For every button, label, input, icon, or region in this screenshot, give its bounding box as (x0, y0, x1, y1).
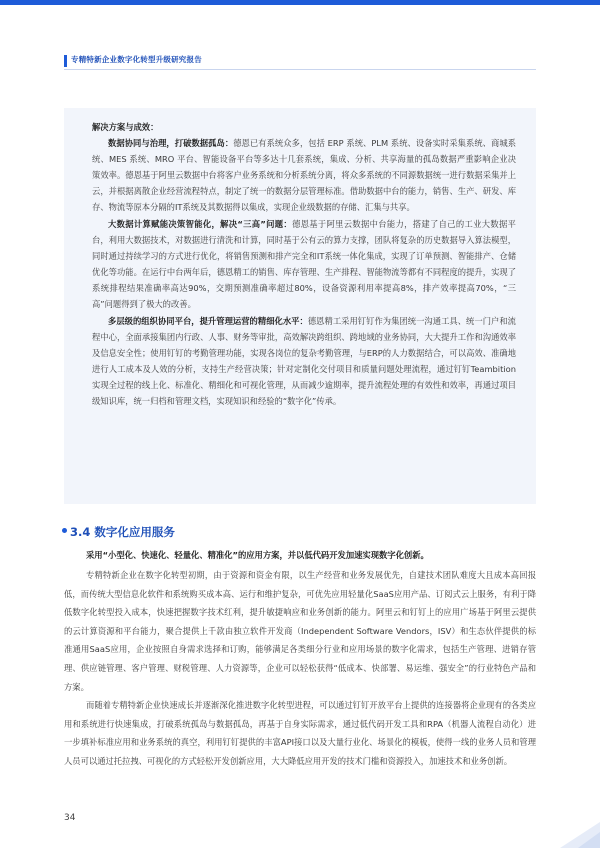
paragraph-1-lead: 数据协同与治理，打破数据孤岛： (108, 138, 234, 149)
section-lead: 采用“小型化、快速化、轻量化、精准化”的应用方案，并以低代码开发加速实现数字化创新。 (86, 550, 429, 560)
corner-decoration-icon (540, 822, 600, 848)
header-accent-mark (64, 55, 67, 67)
section-heading: 3.4 数字化应用服务 (62, 524, 175, 540)
page-number: 34 (64, 813, 76, 823)
header-divider (64, 69, 536, 70)
section-paragraph-1: 专精特新企业在数字化转型初期，由于资源和资金有限，以生产经营和业务发展优先，自建技术团队难度大且成本高回报低，而传统大型信息化软件和系统购买成本高、运行和维护复杂，可优先应用轻量化SaaS应用产品、订阅式云上服务，有利于降低数字化转型投入成本，快速把握数字技术红利，提升敏捷响应和业务创新的能力。阿里云和钉钉上的应用广场基于阿里云提供的云计算资源和平台能力，聚合提供上千款由独立软件开发商（Independent Software Vendors，ISV）和生态伙伴提供的标准通用SaaS应用，企业按照自身需求选择和订购，能够满足各类细分行业和应用场景的数字化需求，包括生产管理、进销存管理、供应链管理、客户管理、财税管理、人力资源等，企业可以轻松获得“低成本、快部署、易运维、强安全”的行业特色产品和方案。 (64, 570, 536, 692)
paragraph-1-text: 德恩已有系统众多，包括 ERP 系统、PLM 系统、设备实时采集系统、商城系统、MES 系统、MRO 平台、智能设备平台等多达十几套系统，集成、分析、共享海量的孤岛数据严重影响企业决策效率。德恩基于阿里云数据中台将客户业务系统和分析系统分离，将众多系统的不同源数据统一进行数据采集并上云，并根据离散企业经营流程特点，制定了统一的数据分层管理标准。借助数据中台的能力，销售、生产、研发、库存、物流等原本分隔的IT系统及其数据得以集成，实现企业级数据的存储、汇集与共享。 (92, 138, 516, 213)
paragraph-3-text: 德恩精工采用钉钉作为集团统一沟通工具、统一门户和流程中心，全面承接集团内行政、人事、财务等审批，高效解决跨组织、跨地域的业务协同，大大提升工作和沟通效率及信息安全性；使用钉钉的考勤管理功能，实现各岗位的复杂考勤管理，与ERP的人力数据结合，可以高效、准确地进行人工成本及人效的分析，支持生产经营决策；针对定制化交付项目和质量问题处理流程，通过钉钉Teambition实现全过程的线上化、标准化、精细化和可视化管理，从而减少逾期率，提升流程处理的有效性和效率，再通过项目级知识库，统一归档和管理文档，实现知识和经验的“数字化”传承。 (92, 315, 516, 406)
case-study-paragraph-3 (92, 313, 516, 409)
section-paragraph-2: 而随着专精特新企业快速成长并逐渐深化推进数字化转型进程，可以通过钉钉开放平台上提供的连接器将企业现有的各类应用和系统进行快速集成，打破系统孤岛与数据孤岛，再基于自身实际需求，通过低代码开发工具和RPA（机器人流程自动化）进一步填补标准应用和业务系统的真空，利用钉钉提供的丰富API接口以及大量行业化、场景化的模板，使得一线的业务人员和管理人员可以通过托拉拽、可视化的方式轻松开发创新应用，大大降低应用开发的技术门槛和资源投入，加速技术和业务创新。 (64, 700, 536, 766)
case-study-paragraph-1 (92, 135, 516, 215)
case-study-paragraph-2 (92, 216, 516, 312)
paragraph-2-text: 德恩基于阿里云数据中台能力，搭建了自己的工业大数据平台，利用大数据技术，对数据进行清洗和计算，同时基于公有云的算力支撑，团队将复杂的历史数据导入算法模型，同时通过持续学习的方式进行优化，将销售预测和排产完全和IT系统一体化集成，实现了订单预测、智能排产、仓储优化等功能。在运行中台两年后，德恩精工的销售、库存管理、生产排程、智能物流等都有不同程度的提升，实现了系统排程结果准确率高达90%，交期预测准确率超过80%，设备资源利用率提高8%，排产效率提高70%，“三高”问题得到了极大的改善。 (92, 218, 516, 310)
header-top-bar (0, 0, 600, 5)
bullet-dot-icon (62, 528, 67, 533)
case-study-content (92, 119, 516, 409)
paragraph-3-lead: 多层级的组织协同平台，提升管理运营的精细化水平： (108, 315, 308, 326)
report-title: 专精特新企业数字化转型升级研究报告 (71, 55, 202, 64)
section-body (64, 566, 536, 771)
case-study-heading: 解决方案与成效： (92, 122, 159, 132)
paragraph-2-lead: 大数据计算赋能决策智能化，解决“三高”问题： (108, 218, 293, 229)
